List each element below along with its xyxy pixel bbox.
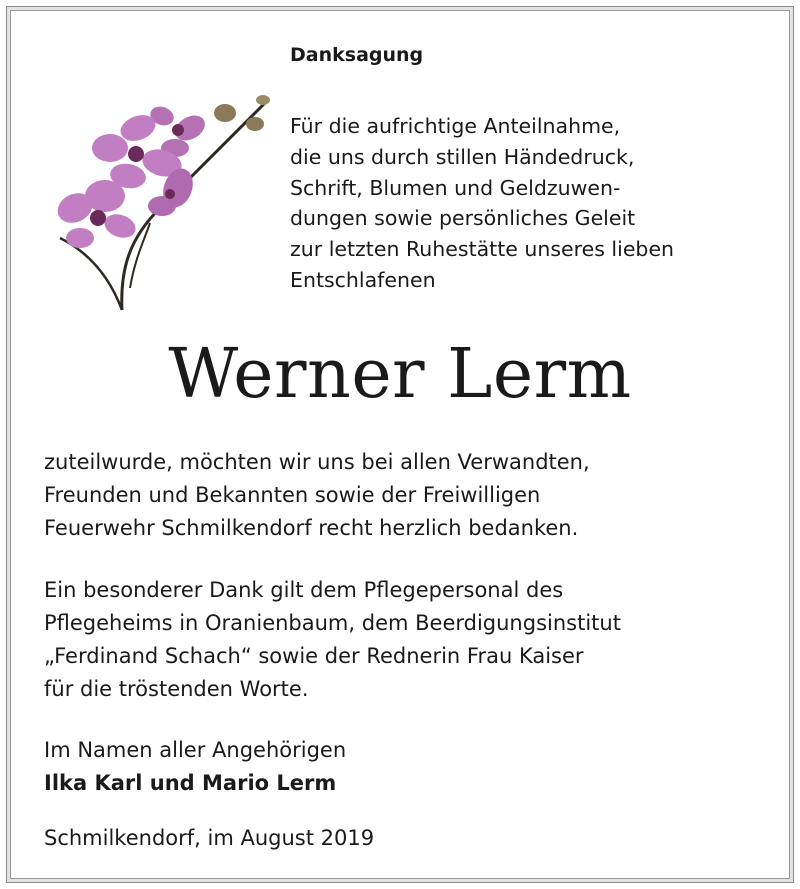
- paragraph-line: Freunden und Bekannten sowie der Freiwilligen: [44, 483, 541, 507]
- thanks-paragraph-2: [44, 574, 784, 706]
- intro-line: Für die aufrichtige Anteilnahme,: [290, 114, 621, 138]
- intro-line: Entschlafenen: [290, 267, 436, 292]
- intro-line: zur letzten Ruhestätte unseres lieben: [290, 237, 675, 262]
- paragraph-line: zuteilwurde, möchten wir uns bei allen Verwandten,: [44, 450, 590, 474]
- signature-block: [44, 734, 784, 800]
- paragraph-line: für die tröstenden Worte.: [44, 677, 309, 701]
- paragraph-line: Pflegeheims in Oranienbaum, dem Beerdigungsinstitut: [44, 611, 621, 635]
- thanks-paragraph-1: [44, 446, 784, 545]
- orchid-image: [50, 88, 280, 318]
- paragraph-line: Ein besonderer Dank gilt dem Pflegepersonal des: [44, 578, 564, 602]
- intro-text: [290, 111, 770, 296]
- heading-danksagung: Danksagung: [290, 44, 424, 66]
- place-date: Schmilkendorf, im August 2019: [44, 826, 375, 850]
- signature-names: Ilka Karl und Mario Lerm: [44, 771, 337, 795]
- intro-line: dungen sowie persönliches Geleit: [290, 206, 636, 231]
- intro-line: die uns durch stillen Händedruck,: [290, 144, 635, 169]
- paragraph-line: „Ferdinand Schach“ sowie der Rednerin Frau Kaiser: [44, 644, 584, 668]
- paragraph-line: Feuerwehr Schmilkendorf recht herzlich bedanken.: [44, 516, 579, 540]
- signature-intro: Im Namen aller Angehörigen: [44, 738, 347, 762]
- intro-line: Schrift, Blumen und Geldzuwen-: [290, 175, 621, 200]
- deceased-name: Werner Lerm: [168, 335, 632, 414]
